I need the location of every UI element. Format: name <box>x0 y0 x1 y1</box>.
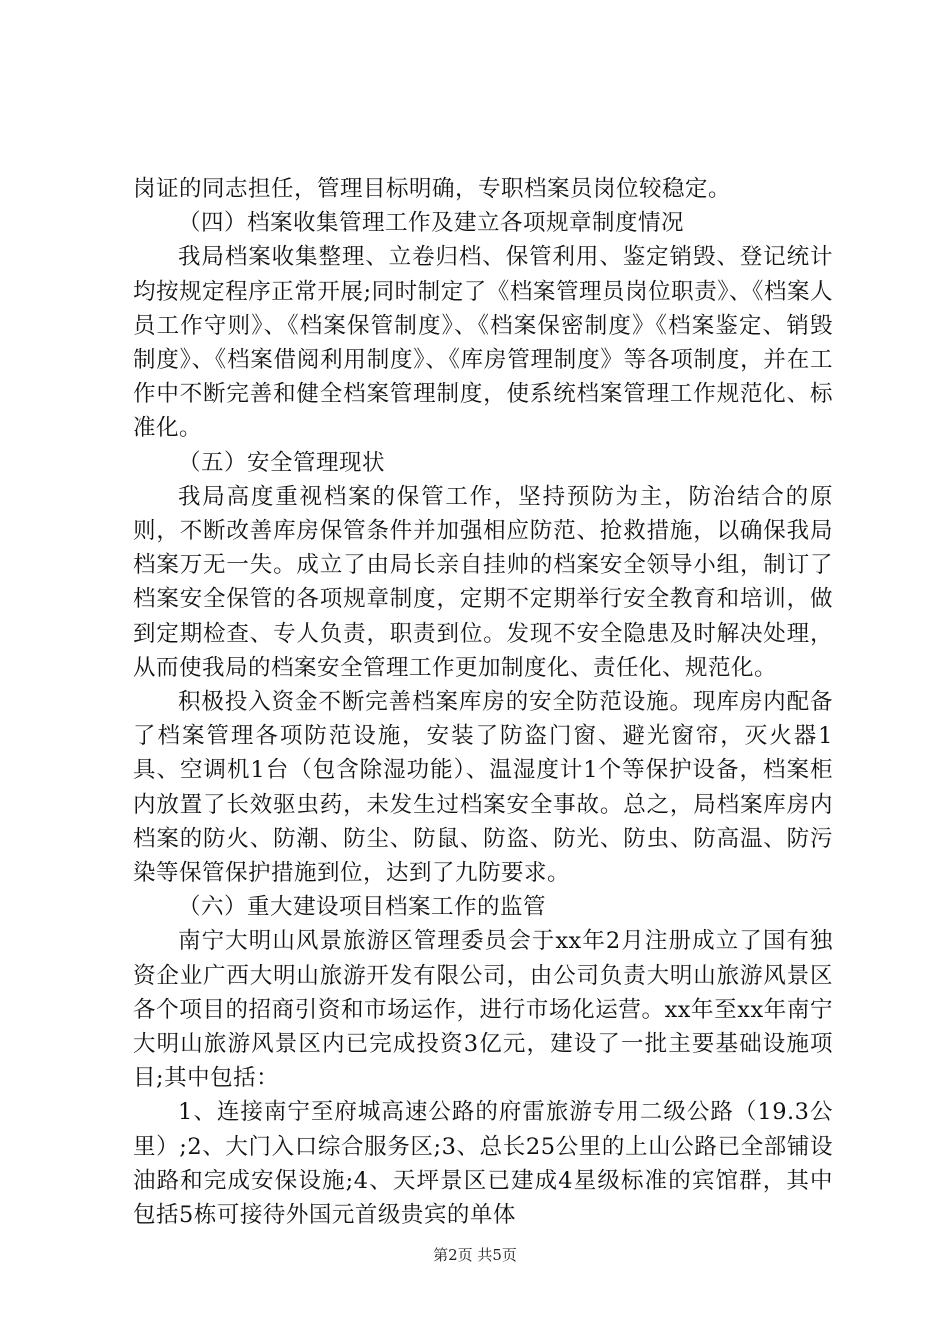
paragraph-continuation: 岗证的同志担任，管理目标明确，专职档案员岗位较稳定。 <box>133 176 732 202</box>
paragraph-safety-management: 我局高度重视档案的保管工作，坚持预防为主，防治结合的原则，不断改善库房保管条件并加强相应防范、抢救措施，以确保我局档案万无一失。成立了由局长亲自挂帅的档案安全领导小组，制订了档案安全保管的各项规章制度，定期不定期举行安全教育和培训，做到定期检查、专人负责，职责到位。发现不安全隐患及时解决处理，从而使我局的档案安全管理工作更加制度化、责任化、规范化。 <box>133 483 833 681</box>
page-number-footer: 第2页 共5页 <box>433 1246 517 1264</box>
document-body <box>133 172 833 1232</box>
section-heading-5: （五）安全管理现状 <box>178 449 386 476</box>
paragraph-project-company: 南宁大明山风景旅游区管理委员会于xx年2月注册成立了国有独资企业广西大明山旅游开发有限公司，由公司负责大明山旅游风景区各个项目的招商引资和市场运作，进行市场化运营。xx年至xx年南宁大明山旅游风景区内已完成投资3亿元，建设了一批主要基础设施项目;其中包括： <box>133 928 833 1092</box>
section-heading-4: （四）档案收集管理工作及建立各项规章制度情况 <box>178 210 685 237</box>
paragraph-project-list: 1、连接南宁至府城高速公路的府雷旅游专用二级公路（19.3公里）;2、大门入口综合服务区;3、总长25公里的上山公路已全部铺设油路和完成安保设施;4、天坪景区已建成4星级标准的宾馆群，其中包括5栋可接待外国元首级贵宾的单体 <box>133 1099 833 1229</box>
paragraph-security-facilities: 积极投入资金不断完善档案库房的安全防范设施。现库房内配备了档案管理各项防范设施，安装了防盗门窗、避光窗帘，灭火器1具、空调机1台（包含除湿功能）、温湿度计1个等保护设备，档案柜内放置了长效驱虫药，未发生过档案安全事故。总之，局档案库房内档案的防火、防潮、防尘、防鼠、防盗、防光、防虫、防高温、防污染等保管保护措施到位，达到了九防要求。 <box>133 689 833 887</box>
paragraph-archive-collection: 我局档案收集整理、立卷归档、保管利用、鉴定销毁、登记统计均按规定程序正常开展;同时制定了《档案管理员岗位职责》、《档案人员工作守则》、《档案保管制度》、《档案保密制度》《档案鉴定、销毁制度》、《档案借阅利用制度》、《库房管理制度》等各项制度，并在工作中不断完善和健全档案管理制度，使系统档案管理工作规范化、标准化。 <box>133 244 833 442</box>
section-heading-6: （六）重大建设项目档案工作的监管 <box>178 894 547 921</box>
